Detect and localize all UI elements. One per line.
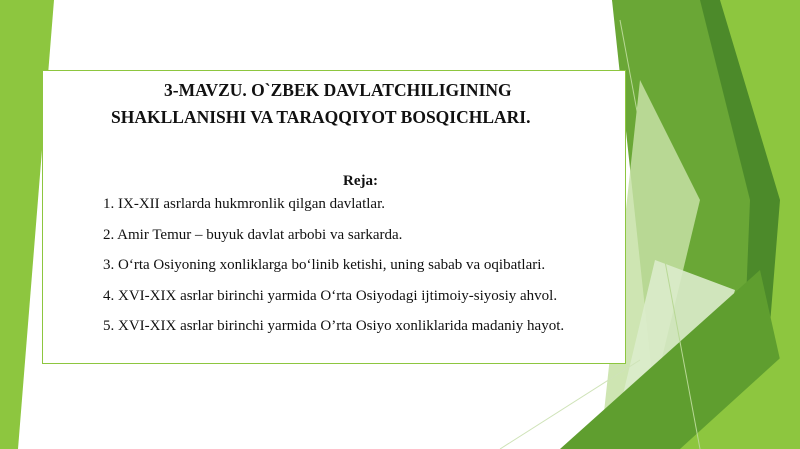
- plan-list: [103, 195, 564, 348]
- title-line-2: SHAKLLANISHI VA TARAQQIYOT BOSQICHLARI.: [111, 107, 531, 127]
- plan-item: 4. XVI-XIX asrlar birinchi yarmida O‘rta Osiyodagi ijtimoiy-siyosiy ahvol.: [103, 287, 558, 304]
- plan-item: 5. XVI-XIX asrlar birinchi yarmida O’rta Osiyo xonliklarida madaniy hayot.: [103, 318, 565, 334]
- title-line-1: 3-MAVZU. O`ZBEK DAVLATCHILIGINING: [164, 80, 512, 100]
- content-box: [42, 70, 626, 364]
- plan-item: 1. IX-XII asrlarda hukmronlik qilgan davlatlar.: [103, 196, 385, 212]
- plan-item: 2. Amir Temur – buyuk davlat arbobi va sarkarda.: [103, 226, 403, 243]
- plan-item: 3. O‘rta Osiyoning xonliklarga bo‘linib ketishi, uning sabab va oqibatlari.: [103, 257, 546, 273]
- plan-heading: Reja:: [343, 173, 378, 189]
